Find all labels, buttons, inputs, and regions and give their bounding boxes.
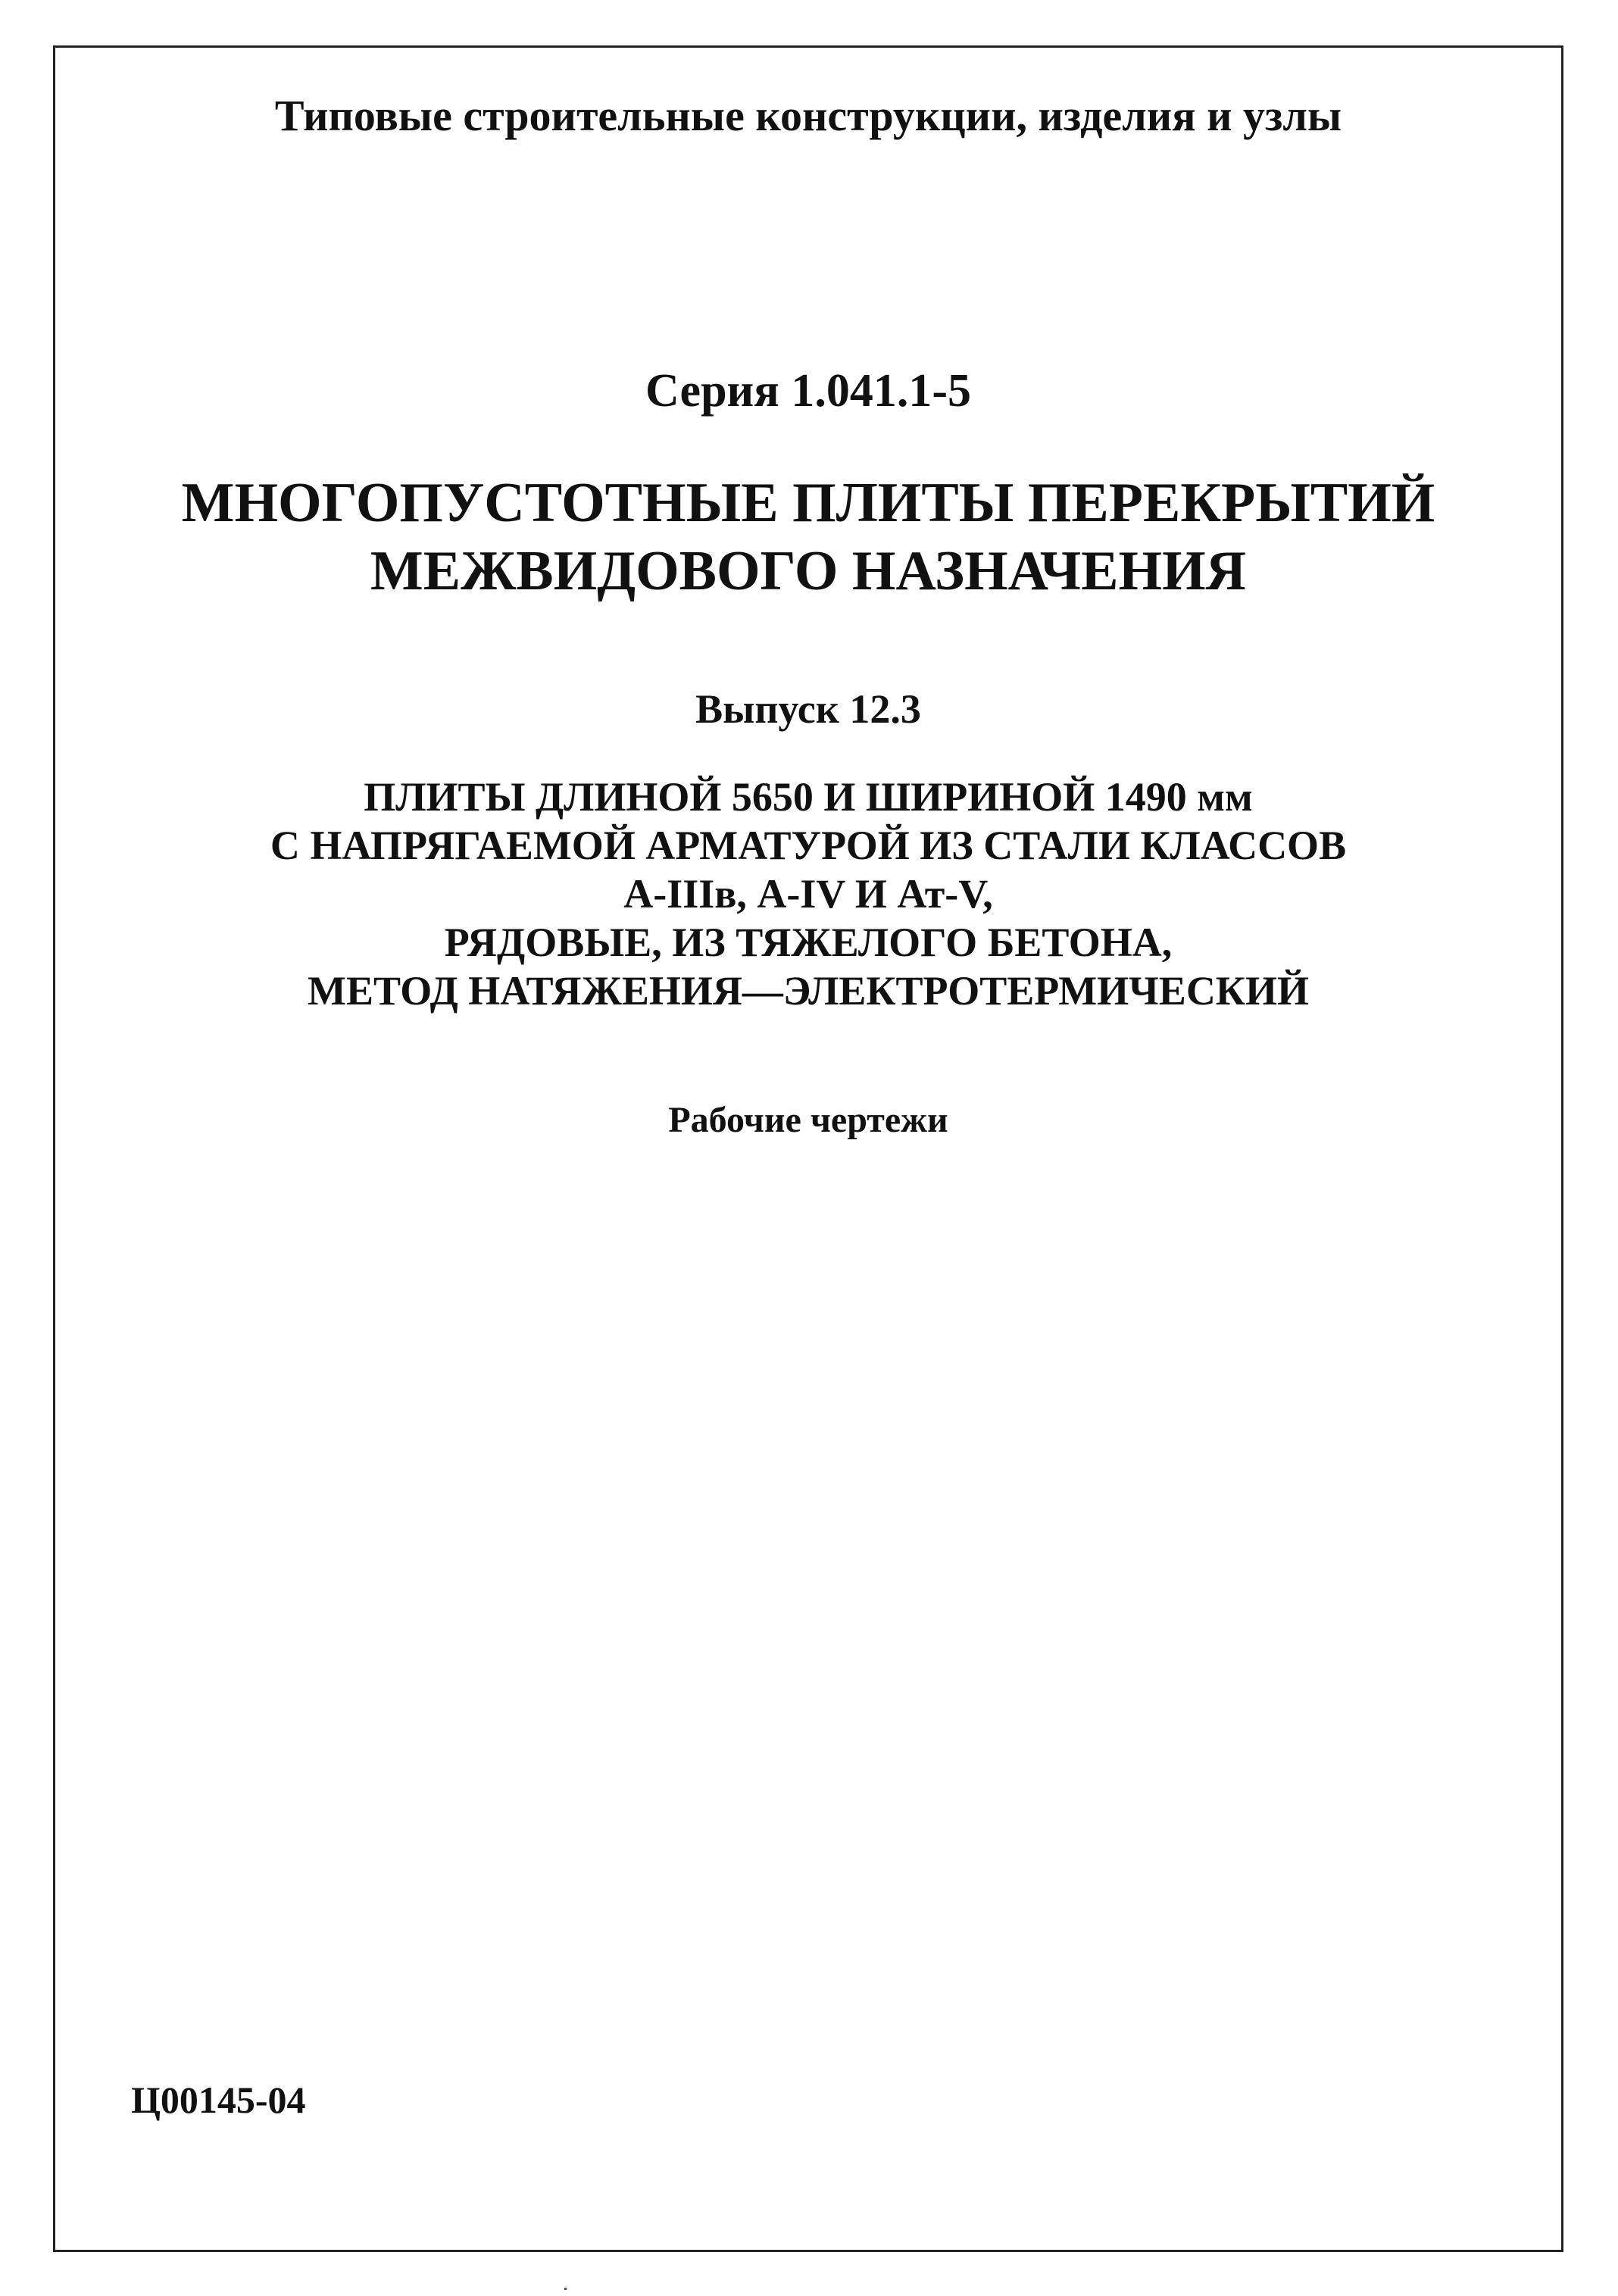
sub-title-line-3: А-IIIв, А-IV И Ат-V, (623, 871, 993, 917)
main-title (55, 469, 1561, 605)
page-frame (53, 45, 1563, 2252)
series-caption: Типовые строительные конструкции, изделия и узлы (274, 91, 1342, 140)
sub-title-line-5: МЕТОД НАТЯЖЕНИЯ—ЭЛЕКТРОТЕРМИЧЕСКИЙ (308, 968, 1309, 1014)
sub-title-line-2: С НАПРЯГАЕМОЙ АРМАТУРОЙ ИЗ СТАЛИ КЛАССОВ (270, 823, 1347, 868)
scan-dot (564, 2288, 567, 2290)
sub-title-line-4: РЯДОВЫЕ, ИЗ ТЯЖЕЛОГО БЕТОНА, (444, 920, 1173, 965)
document-code: Ц00145-04 (131, 2079, 306, 2121)
document-type: Рабочие чертежи (668, 1100, 948, 1140)
issue-number: Выпуск 12.3 (695, 686, 921, 732)
series-number: Серия 1.041.1-5 (645, 365, 971, 417)
main-title-line-1: МНОГОПУСТОТНЫЕ ПЛИТЫ ПЕРЕКРЫТИЙ (181, 472, 1435, 534)
main-title-line-2: МЕЖВИДОВОГО НАЗНАЧЕНИЯ (370, 540, 1247, 602)
sub-title-line-1: ПЛИТЫ ДЛИНОЙ 5650 И ШИРИНОЙ 1490 мм (364, 774, 1253, 820)
sub-title (55, 773, 1561, 1015)
